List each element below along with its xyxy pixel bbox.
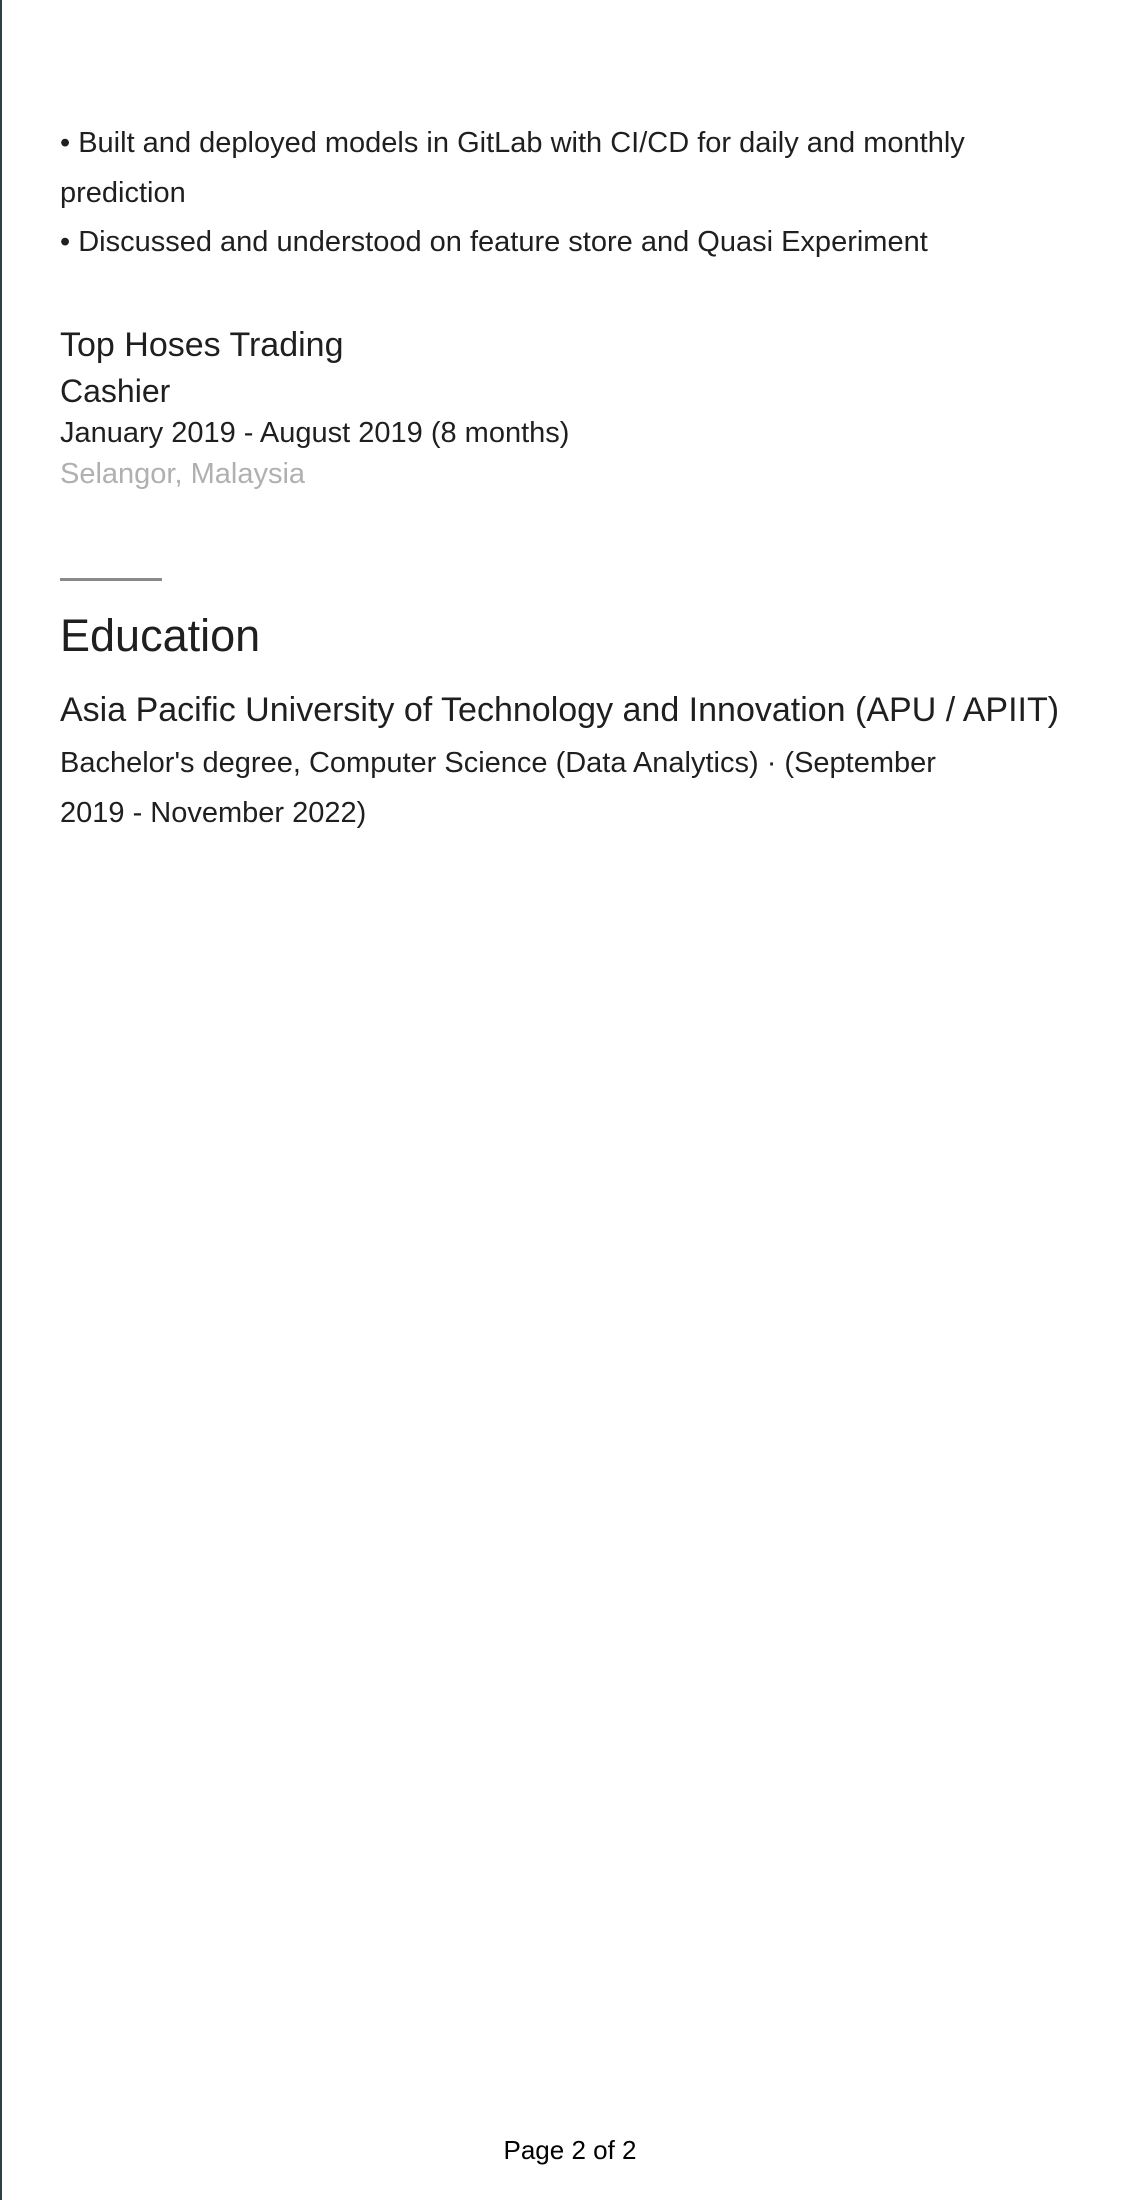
page-number: Page 2 of 2 bbox=[503, 2135, 637, 2165]
experience-bullet-1: • Built and deployed models in GitLab with CI/CD for daily and monthly prediction bbox=[60, 127, 965, 209]
job-company: Top Hoses Trading bbox=[60, 326, 344, 364]
page-left-border bbox=[0, 0, 2, 2200]
education-heading: Education bbox=[60, 610, 261, 661]
experience-bullet-2: • Discussed and understood on feature store and Quasi Experiment bbox=[60, 226, 928, 258]
education-degree: Bachelor's degree, Computer Science (Data Analytics) · (September 2019 - November 2022) bbox=[60, 747, 936, 829]
section-divider bbox=[60, 578, 162, 581]
job-title: Cashier bbox=[60, 373, 171, 409]
job-location: Selangor, Malaysia bbox=[60, 458, 306, 490]
job-dates: January 2019 - August 2019 (8 months) bbox=[60, 417, 570, 449]
education-school: Asia Pacific University of Technology and Innovation (APU / APIIT) bbox=[60, 691, 1060, 729]
